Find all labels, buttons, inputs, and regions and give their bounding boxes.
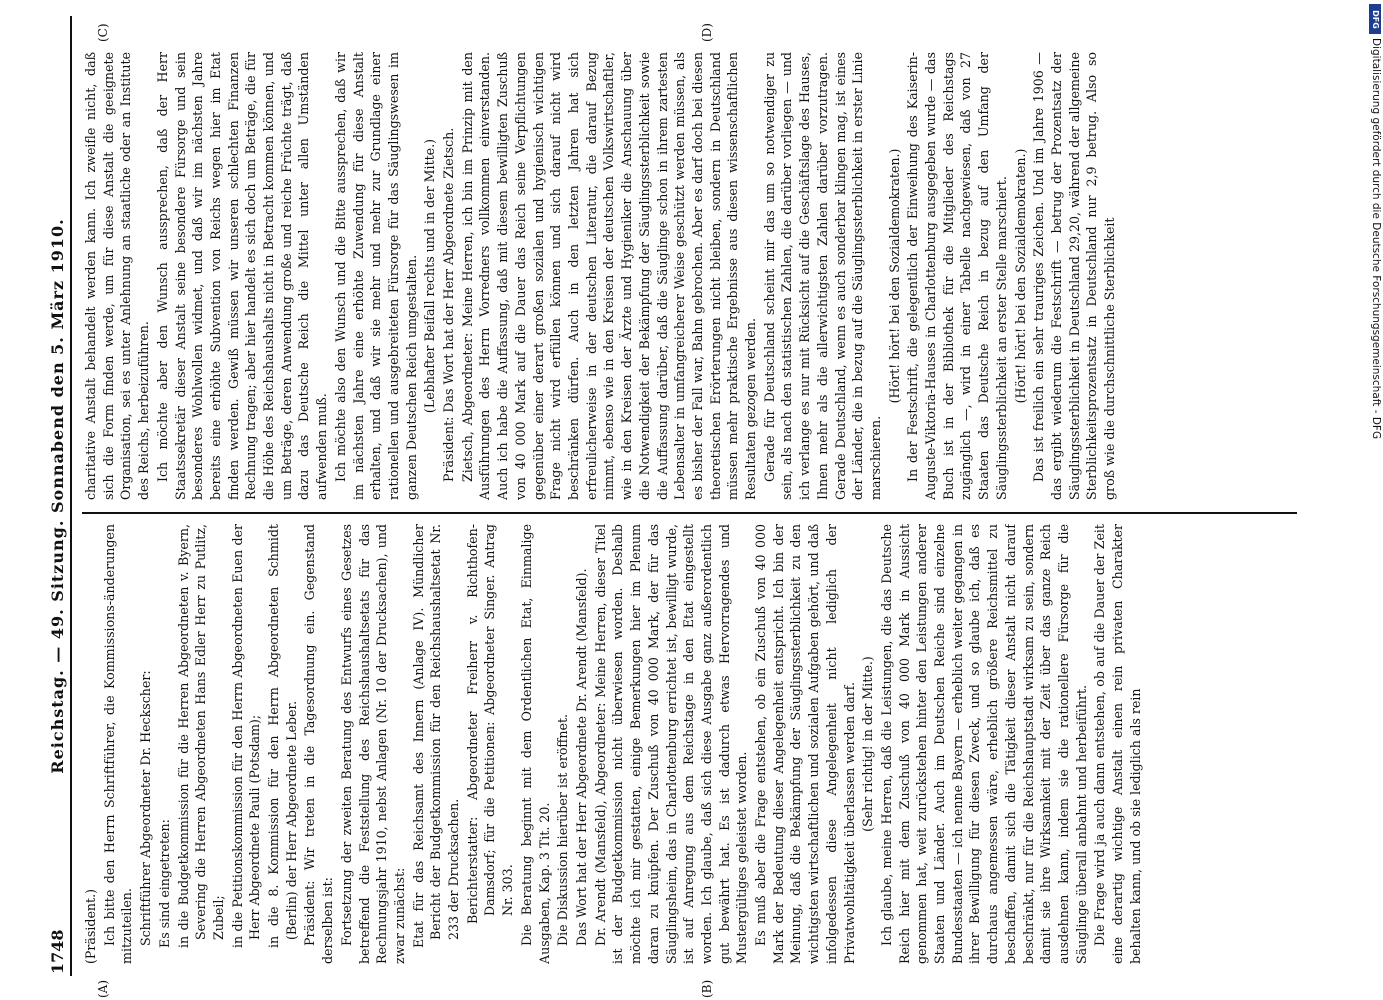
margin-mark-c: (C) (96, 23, 110, 42)
margin-mark-b: (B) (700, 979, 714, 998)
paragraph: Es sind eingetreten: (156, 819, 172, 948)
paragraph: Die Beratung beginnt mit dem Ordentlichen Etat, Einmalige Ausgaben, Kap. 3 Tit. 20. (518, 524, 552, 964)
paragraph: (Präsident.) (83, 888, 98, 964)
paragraph: Das ist freilich ein sehr trauriges Zeichen. Und im Jahre 1906 — das ergibt wiederum die Festschrift — betrug der Prozentsatz der Säuglingssterblichkeit in Deutschland 29,20, während der allgemeine Sterblichkeitsprozentsatz in Deutschland nur 2,9 betrug. Also so groß wie die durchschnittliche Sterblichkeit (1031, 52, 1118, 500)
page-title: Reichstag. — 49. Sitzung. Sonnabend den 5. März 1910. (48, 218, 67, 774)
dfg-logo-text: DFG (1370, 9, 1380, 29)
paragraph: charitative Anstalt behandelt werden kann. Ich zweifle nicht, daß sich die Form finden werde, um für diese Anstalt die geeignete Organisation, sei es unter Anlehnung an staatliche oder an Institute des Reichs, herbeizuführen. (83, 52, 152, 500)
paragraph: (Hört! hört! bei den Sozialdemokraten.) (1012, 148, 1028, 404)
column-divider (82, 512, 1297, 514)
paragraph: Schriftführer Abgeordneter Dr. Heckscher: (138, 670, 154, 946)
paragraph: Es muß aber die Frage entstehen, ob ein Zuschuß von 40 000 Mark der Bedeutung dieser Angelegenheit entspricht. Ich bin der Meinung, daß die Bekämpfung der Säuglingssterblichkeit zu den wichtigsten wirtschaftlichen und sozialen Aufgaben gehört, und daß infolgedessen diese Angelegenheit nicht lediglich der Privatwohltätigkeit überlassen werden darf. (753, 524, 857, 964)
paragraph: in die 8. Kommission für den Herrn Abgeordneten Schmidt (Berlin) der Herr Abgeordnete Leber. (266, 524, 299, 948)
paragraph: Die Diskussion hierüber ist eröffnet. (555, 713, 571, 946)
paragraph: Das Wort hat der Herr Abgeordnete Dr. Arendt (Mansfeld). (573, 568, 589, 946)
paragraph: Ich möchte aber den Wunsch aussprechen, daß der Herr Staatssekretär dieser Anstalt seine besondere Fürsorge und sein besonderes Wohlwollen widmet, und daß wir im nächsten Jahre bereits eine erhöhte Subvention von Reichs wegen hier im Etat finden werden. Gewiß müssen wir unseren schlechten Finanzen Rechnung tragen; aber hier handelt es sich doch um Beträge, die für die Höhe des Reichshaushalts nicht in Betracht kommen können, und um Beträge, deren Anwendung große und reiche Früchte trägt, daß dazu das Deutsche Reich die Mittel unter allen Umständen aufwenden muß. (154, 52, 330, 500)
paragraph: Ich glaube, meine Herren, daß die Leistungen, die das Deutsche Reich hier mit dem Zuschuß von 40 000 Mark in Aussicht genommen hat, weit zurückstehen hinter den Leistungen anderer Staaten und Länder. Auch im Deutschen Reiche sind einzelne Bundesstaaten — ich nenne Bayern — erheblich weiter gegangen in ihrer Bewilligung für diesen Zweck, und so glaube ich, daß es durchaus angemessen wäre, erheblich größere Reichsmittel zu beschaffen, damit sich die Tätigkeit dieser Anstalt nicht darauf beschränkt, nur für die Reichshauptstadt wirksam zu sein, sondern damit sie ihre Wirksamkeit mit der Zeit über das ganze Reich ausdehnen kann, indem sie die rationellere Fürsorge für die Säuglinge überall anbahnt und herbeiführt. (878, 524, 1089, 964)
margin-mark-a: (A) (96, 979, 110, 998)
margin-mark-d: (D) (700, 23, 714, 42)
digitization-note: Digitalisierung gefördert durch die Deutsche Forschungsgemeinschaft - DFG (1370, 38, 1382, 440)
paragraph: Gerade für Deutschland scheint mir das um so notwendiger zu sein, als nach den statistischen Zahlen, die darüber vorliegen — und ich verlange es nur mit Rücksicht auf die Geschäftslage des Hauses, Ihnen mehr als die allerwichtigsten Zahlen darüber vorzutragen. Gerade Deutschland, wenn es auch sonderbar klingen mag, ist eines der Länder, die in bezug auf die Säuglingssterblichkeit in erster Linie marschieren. (761, 52, 883, 500)
right-text-column (82, 52, 1297, 500)
paragraph: Ich bitte den Herrn Schriftführer, die Kommissions-änderungen mitzuteilen. (101, 524, 135, 964)
paragraph: Die Frage wird ja auch dann entstehen, ob auf die Dauer der Zeit eine derartig wichtige Anstalt einen rein privaten Charakter behalten kann, und ob sie lediglich als rein (1092, 524, 1143, 964)
paragraph: Präsident: Wir treten in die Tagesordnung ein. Gegenstand derselben ist: (302, 524, 336, 964)
paragraph: Ich möchte also den Wunsch und die Bitte aussprechen, daß wir im nächsten Jahre eine erhöhte Zuwendung für diese Anstalt erhalten, und daß wir sie mehr und mehr zur Grundlage einer rationellen und ausgebreiteten Fürsorge für das Säuglingswesen im ganzen Deutschen Reich umgestalten. (332, 52, 419, 500)
paragraph: Fortsetzung der zweiten Beratung des Entwurfs eines Gesetzes betreffend die Feststellung des Reichshaushaltsetats für das Rechnungsjahr 1910, nebst Anlagen (Nr. 10 der Drucksachen), und zwar zunächst: (338, 524, 407, 964)
page-number: 1748 (48, 929, 67, 974)
dfg-logo (1369, 4, 1381, 34)
page-header (48, 16, 72, 976)
paragraph: Präsident: Das Wort hat der Herr Abgeordnete Zietsch. (441, 127, 457, 482)
paragraph: Etat für das Reichsamt des Innern (Anlage IV). Mündlicher Bericht der Budgetkommission für den Reichshaushaltsetat Nr. 233 der Drucksachen. (410, 524, 462, 948)
paragraph: Berichterstatter: Abgeordneter Freiherr v. Richthofen-Damsdorf; für die Petitionen: Abgeordneter Singer. Antrag Nr. 303. (464, 524, 516, 924)
paragraph: (Sehr richtig! in der Mitte.) (860, 656, 876, 832)
paragraph: Zietsch, Abgeordneter: Meine Herren, ich bin im Prinzip mit den Ausführungen des Herrn Vorredners vollkommen einverstanden. Auch ich habe die Auffassung, daß mit diesem bewilligten Zuschuß von 40 000 Mark auf die Dauer das Reich seine Verpflichtungen gegenüber einer derart großen sozialen und hygienisch wichtigen Frage nicht wird erfüllen können und sich darauf nicht wird beschränken dürfen. Auch in den letzten Jahren hat sich erfreulicherweise in der deutschen Literatur, die darauf Bezug nimmt, ebenso wie in den Kreisen der deutschen Volkswirtschaftler, wie in den Kreisen der Ärzte und Hygieniker die Anschauung über die Notwendigkeit der Bekämpfung der Säuglingssterblichkeit sowie die Auffassung darüber, daß die Säuglinge schon in ihrem zartesten Lebensalter in umfangreicherer Weise geschützt werden müssen, als es bisher der Fall war, Bahn gebrochen. Aber es darf doch bei diesen theoretischen Erörterungen nicht bleiben, sondern in Deutschland müssen mehr praktische Ergebnisse aus diesen wissenschaftlichen Resultaten gezogen werden. (459, 52, 759, 500)
paragraph: (Hört! hört! bei den Sozialdemokraten.) (886, 148, 902, 404)
paragraph: in die Budgetkommission für die Herren Abgeordneten v. Byern, Severing die Herren Abgeordneten Hans Edler Herr zu Putlitz, Zubeil; (175, 524, 226, 948)
paragraph: In der Festschrift, die gelegentlich der Einweihung des Kaiserin-Auguste-Viktoria-Hauses in Charlottenburg ausgegeben wurde — das Buch ist in der Bibliothek für die Mitglieder des Reichstags zugänglich —, wird in einer Tabelle nachgewiesen, daß von 27 Staaten das Deutsche Reich in bezug auf den Umfang der Säuglingssterblichkeit an erster Stelle marschiert. (905, 52, 1009, 500)
left-text-column (82, 524, 1297, 964)
paragraph: Dr. Arendt (Mansfeld), Abgeordneter: Meine Herren, dieser Titel ist der Budgetkommission nicht überwiesen worden. Deshalb möchte ich mir gestatten, einige Bemerkungen hier im Plenum daran zu knüpfen. Der Zuschuß von 40 000 Mark, der für das Säuglingsheim, das in Charlottenburg errichtet ist, bewilligt wurde, ist auf Anregung aus dem Reichstage in den Etat eingestellt worden. Ich glaube, daß sich diese Ausgabe ganz außerordentlich gut bewährt hat. Es ist dadurch etwas Hervorragendes und Mustergültiges geleistet worden. (592, 524, 750, 964)
paragraph: (Lebhafter Beifall rechts und in der Mitte.) (422, 138, 438, 414)
paragraph: in die Petitionskommission für den Herrn Abgeordneten Euen der Herr Abgeordnete Pauli (Potsdam); (229, 524, 263, 948)
